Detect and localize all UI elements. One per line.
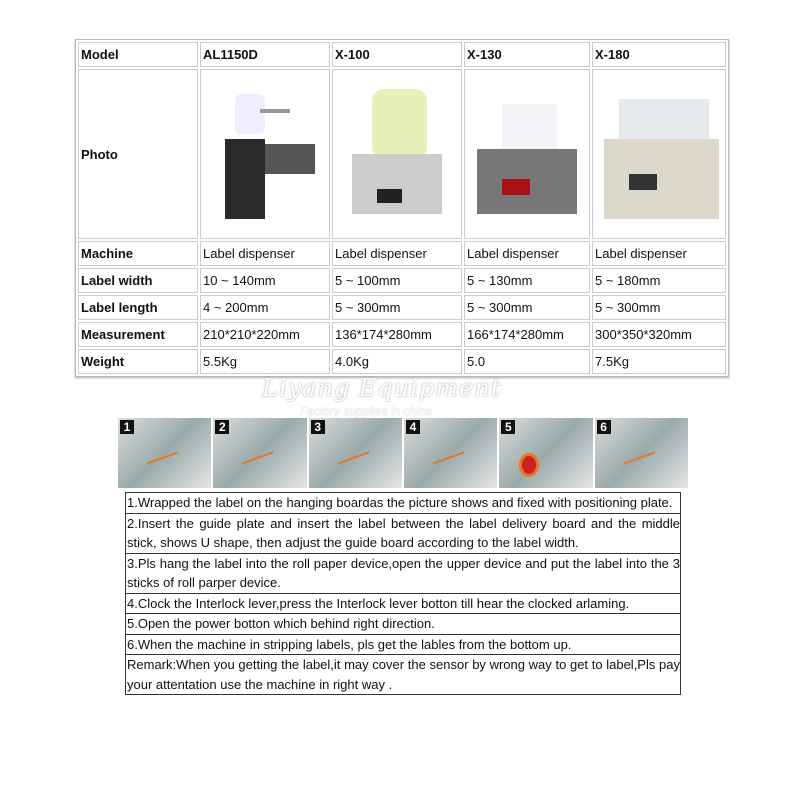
- step-image: [118, 418, 211, 488]
- row-label: Measurement: [78, 322, 198, 347]
- cell: 7.5Kg: [592, 349, 726, 374]
- instruction: 4.Clock the Interlock lever,press the Interlock lever botton till hear the clocked arlaming.: [126, 593, 681, 614]
- photo-x100: [332, 69, 462, 239]
- photo-x130: [464, 69, 590, 239]
- spec-row: [78, 241, 726, 266]
- step-image: [595, 418, 688, 488]
- instructions-table: [125, 492, 681, 695]
- step-number: 4: [406, 420, 420, 434]
- arrow-icon: [337, 451, 368, 464]
- header-cell: X-180: [592, 42, 726, 67]
- cell: 5.0: [464, 349, 590, 374]
- cell: 300*350*320mm: [592, 322, 726, 347]
- instruction: 2.Insert the guide plate and insert the label between the label delivery board and the middle stick, shows U shape, then adjust the guide board according to the label width.: [126, 513, 681, 553]
- spec-row: [78, 322, 726, 347]
- header-cell: AL1150D: [200, 42, 330, 67]
- cell: Label dispenser: [464, 241, 590, 266]
- cell: 5 ~ 300mm: [592, 295, 726, 320]
- cell: 5 ~ 180mm: [592, 268, 726, 293]
- header-cell: Model: [78, 42, 198, 67]
- arrow-icon: [242, 451, 273, 464]
- cell: 5 ~ 300mm: [332, 295, 462, 320]
- power-switch-icon: [519, 453, 539, 477]
- spec-row: [78, 349, 726, 374]
- spec-table: [75, 39, 729, 377]
- cell: 4 ~ 200mm: [200, 295, 330, 320]
- spec-row: [78, 268, 726, 293]
- step-image: [213, 418, 306, 488]
- remark: Remark:When you getting the label,it may cover the sensor by wrong way to get to label,Pls pay your attentation use the machine in right way .: [126, 655, 681, 695]
- cell: 136*174*280mm: [332, 322, 462, 347]
- photo-x180: [592, 69, 726, 239]
- step-number: 5: [501, 420, 515, 434]
- photo-row: [78, 69, 726, 239]
- cell: 166*174*280mm: [464, 322, 590, 347]
- cell: 4.0Kg: [332, 349, 462, 374]
- row-label: Label length: [78, 295, 198, 320]
- step-images: [118, 418, 688, 488]
- step-number: 6: [597, 420, 611, 434]
- header-cell: X-130: [464, 42, 590, 67]
- step-number: 3: [311, 420, 325, 434]
- cell: Label dispenser: [332, 241, 462, 266]
- instruction: 3.Pls hang the label into the roll paper device,open the upper device and put the label into the 3 sticks of roll parper device.: [126, 553, 681, 593]
- arrow-icon: [433, 451, 464, 464]
- step-number: 2: [215, 420, 229, 434]
- step-image: [309, 418, 402, 488]
- cell: 10 ~ 140mm: [200, 268, 330, 293]
- watermark-subtitle: Factory supplies in china: [300, 404, 433, 418]
- cell: 5.5Kg: [200, 349, 330, 374]
- step-image: [499, 418, 592, 488]
- row-label: Weight: [78, 349, 198, 374]
- instruction: 1.Wrapped the label on the hanging boardas the picture shows and fixed with positioning plate.: [126, 493, 681, 514]
- header-cell: X-100: [332, 42, 462, 67]
- watermark: Liyang Equipment: [262, 374, 502, 402]
- photo-label: Photo: [78, 69, 198, 239]
- arrow-icon: [147, 451, 178, 464]
- arrow-icon: [623, 451, 654, 464]
- spec-row: [78, 295, 726, 320]
- row-label: Machine: [78, 241, 198, 266]
- cell: 5 ~ 300mm: [464, 295, 590, 320]
- header-row: [78, 42, 726, 67]
- step-image: [404, 418, 497, 488]
- cell: Label dispenser: [592, 241, 726, 266]
- cell: 5 ~ 100mm: [332, 268, 462, 293]
- cell: 210*210*220mm: [200, 322, 330, 347]
- cell: 5 ~ 130mm: [464, 268, 590, 293]
- step-number: 1: [120, 420, 134, 434]
- row-label: Label width: [78, 268, 198, 293]
- cell: Label dispenser: [200, 241, 330, 266]
- instruction: 6.When the machine in stripping labels, pls get the lables from the bottom up.: [126, 634, 681, 655]
- instruction: 5.Open the power botton which behind right direction.: [126, 614, 681, 635]
- photo-al1150d: [200, 69, 330, 239]
